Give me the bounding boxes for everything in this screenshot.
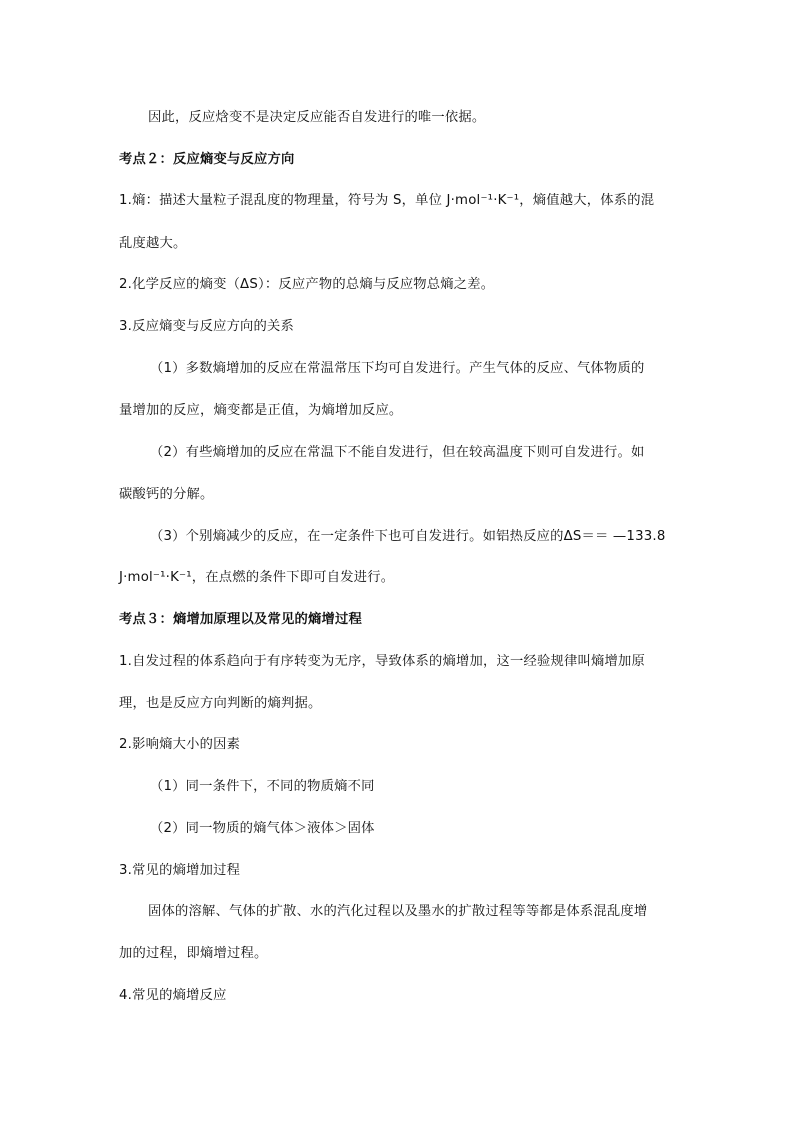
item-entropy-principle: 1.自发过程的体系趋向于有序转变为无序，导致体系的熵增加，这一经验规律叫熵增加原 bbox=[119, 654, 645, 669]
sub-item-2-cont: 碳酸钙的分解。 bbox=[119, 487, 214, 502]
section-heading-2: 考点２：反应熵变与反应方向 bbox=[119, 152, 295, 167]
sub-item-3-cont: J·mol⁻¹·K⁻¹，在点燃的条件下即可自发进行。 bbox=[119, 570, 395, 585]
sub-item-2: （2）有些熵增加的反应在常温下不能自发进行，但在较高温度下则可自发进行。如 bbox=[150, 445, 645, 460]
processes-paragraph: 固体的溶解、气体的扩散、水的汽化过程以及墨水的扩散过程等等都是体系混乱度增 bbox=[148, 904, 648, 919]
sub-item-3: （3）个别熵减少的反应，在一定条件下也可自发进行。如铝热反应的ΔS＝＝ —133.8 bbox=[150, 529, 666, 544]
item-entropy-definition: 1.熵：描述大量粒子混乱度的物理量，符号为 S，单位 J·mol⁻¹·K⁻¹，熵值越大，体系的混 bbox=[119, 193, 655, 208]
section-heading-3: 考点３：熵增加原理以及常见的熵增过程 bbox=[119, 612, 362, 627]
item-processes-heading: 3.常见的熵增加过程 bbox=[119, 863, 241, 878]
processes-paragraph-cont: 加的过程，即熵增过程。 bbox=[119, 946, 268, 961]
item-entropy-definition-cont: 乱度越大。 bbox=[119, 236, 187, 251]
item-reactions-heading: 4.常见的熵增反应 bbox=[119, 988, 227, 1003]
factor-2: （2）同一物质的熵气体＞液体＞固体 bbox=[150, 821, 375, 836]
paragraph-conclusion: 因此，反应焓变不是决定反应能否自发进行的唯一依据。 bbox=[148, 110, 486, 125]
item-factors-heading: 2.影响熵大小的因素 bbox=[119, 737, 241, 752]
sub-item-1: （1）多数熵增加的反应在常温常压下均可自发进行。产生气体的反应、气体物质的 bbox=[150, 361, 645, 376]
sub-item-1-cont: 量增加的反应，熵变都是正值，为熵增加反应。 bbox=[119, 403, 403, 418]
factor-1: （1）同一条件下，不同的物质熵不同 bbox=[150, 779, 375, 794]
item-relation-heading: 3.反应熵变与反应方向的关系 bbox=[119, 319, 295, 334]
item-entropy-principle-cont: 理，也是反应方向判断的熵判据。 bbox=[119, 696, 322, 711]
item-entropy-change: 2.化学反应的熵变（ΔS）：反应产物的总熵与反应物总熵之差。 bbox=[119, 277, 495, 292]
